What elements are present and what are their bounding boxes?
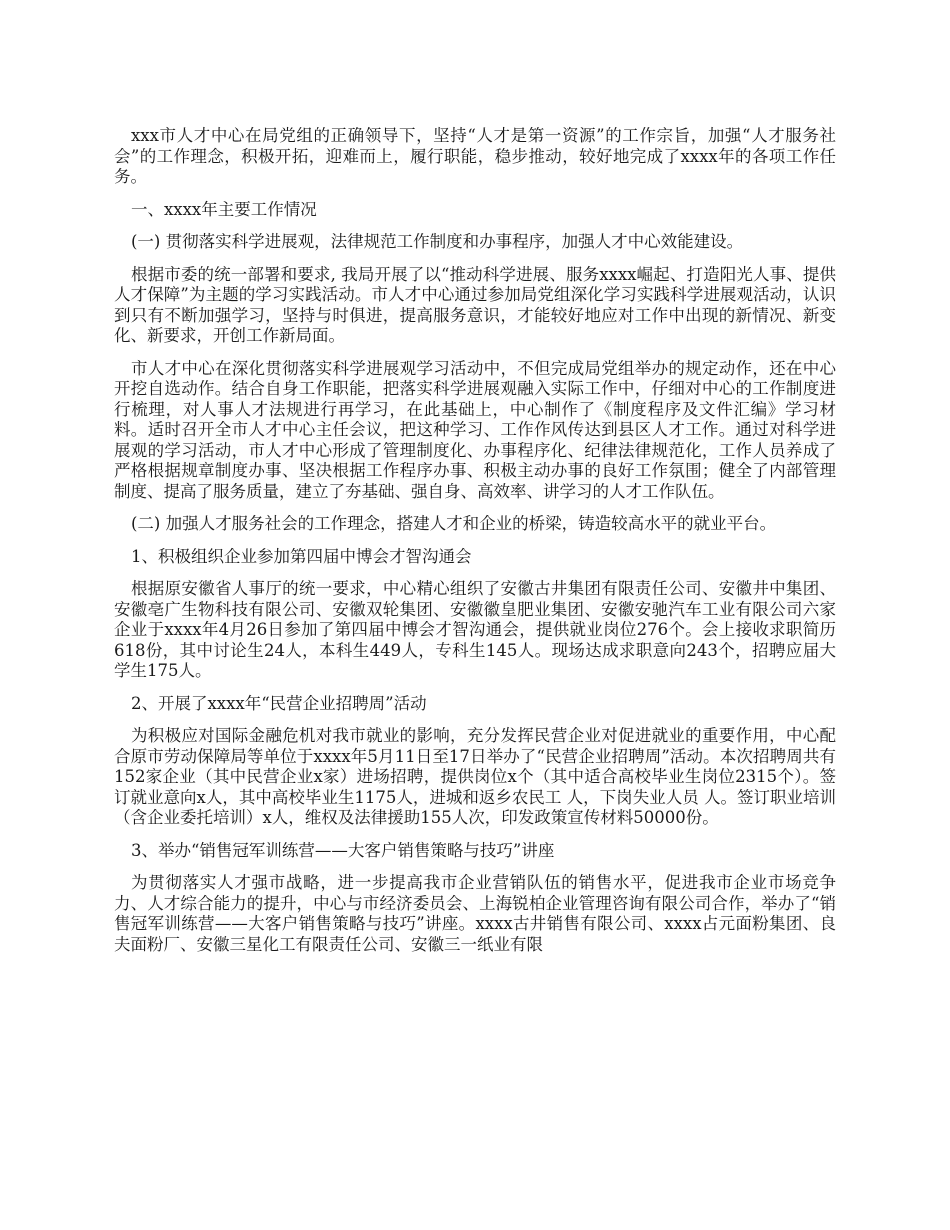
item-heading-2: 2、开展了xxxx年“民营企业招聘周”活动 xyxy=(131,693,427,713)
item-heading-3: 3、举办“销售冠军训练营——大客户销售策略与技巧”讲座 xyxy=(131,840,555,860)
subsection-heading-2: (二) 加强人才服务社会的工作理念，搭建人才和企业的桥梁，铸造较高水平的就业平台。 xyxy=(131,514,777,533)
subsection-heading-1: (一) 贯彻落实科学进展观，法律规范工作制度和办事程序，加强人才中心效能建设。 xyxy=(131,232,744,251)
item-heading-1: 1、积极组织企业参加第四届中博会才智沟通会 xyxy=(131,546,472,566)
document-body xyxy=(114,126,836,967)
body-paragraph: 根据原安徽省人事厅的统一要求，中心精心组织了安徽古井集团有限责任公司、安徽井中集团、安徽亳广生物科技有限公司、安徽双轮集团、安徽徽皇肥业集团、安徽安驰汽车工业有限公司六家企业于xxxx年4月26日参加了第四届中博会才智沟通会，提供就业岗位276个。会上接收求职简历618份，其中讨论生24人，本科生449人，专科生145人。现场达成求职意向243个，招聘应届大学生175人。 xyxy=(114,579,836,680)
section-heading-main-work: 一、xxxx年主要工作情况 xyxy=(131,199,317,219)
body-paragraph: 为积极应对国际金融危机对我市就业的影响，充分发挥民营企业对促进就业的重要作用，中心配合原市劳动保障局等单位于xxxx年5月11日至17日举办了“民营企业招聘周”活动。本次招聘周共有152家企业（其中民营企业x家）进场招聘，提供岗位x个（其中适合高校毕业生岗位2315个）。签订就业意向x人，其中高校毕业生1175人，进城和返乡农民工 人，下岗失业人员 人。签订职业培训（含企业委托培训）x人，维权及法律援助155人次，印发政策宣传材料50000份。 xyxy=(114,726,836,827)
body-paragraph: 为贯彻落实人才强市战略，进一步提高我市企业营销队伍的销售水平，促进我市企业市场竞争力、人才综合能力的提升，中心与市经济委员会、上海锐柏企业管理咨询有限公司合作，举办了“销售冠军训练营——大客户销售策略与技巧”讲座。xxxx古井销售有限公司、xxxx占元面粉集团、良夫面粉厂、安徽三星化工有限责任公司、安徽三一纸业有限 xyxy=(114,873,836,954)
body-paragraph: 市人才中心在深化贯彻落实科学进展观学习活动中，不但完成局党组举办的规定动作，还在中心开挖自选动作。结合自身工作职能，把落实科学进展观融入实际工作中，仔细对中心的工作制度进行梳理，对人事人才法规进行再学习，在此基础上，中心制作了《制度程序及文件汇编》学习材料。适时召开全市人才中心主任会议，把这种学习、工作作风传达到县区人才工作。通过对科学进展观的学习活动，市人才中心形成了管理制度化、办事程序化、纪律法律规范化，工作人员养成了严格根据规章制度办事、坚决根据工作程序办事、积极主动办事的良好工作氛围；健全了内部管理制度、提高了服务质量，建立了夯基础、强自身、高效率、讲学习的人才工作队伍。 xyxy=(114,358,836,501)
intro-paragraph: xxx市人才中心在局党组的正确领导下，坚持“人才是第一资源”的工作宗旨，加强“人才服务社会”的工作理念，积极开拓，迎难而上，履行职能，稳步推动，较好地完成了xxxx年的各项工作任务。 xyxy=(114,126,836,186)
body-paragraph: 根据市委的统一部署和要求, 我局开展了以“推动科学进展、服务xxxx崛起、打造阳光人事、提供人才保障”为主题的学习实践活动。市人才中心通过参加局党组深化学习实践科学进展观活动，认识到只有不断加强学习，坚持与时俱进，提高服务意识，才能较好地应对工作中出现的新情况、新变化、新要求，开创工作新局面。 xyxy=(114,264,836,345)
